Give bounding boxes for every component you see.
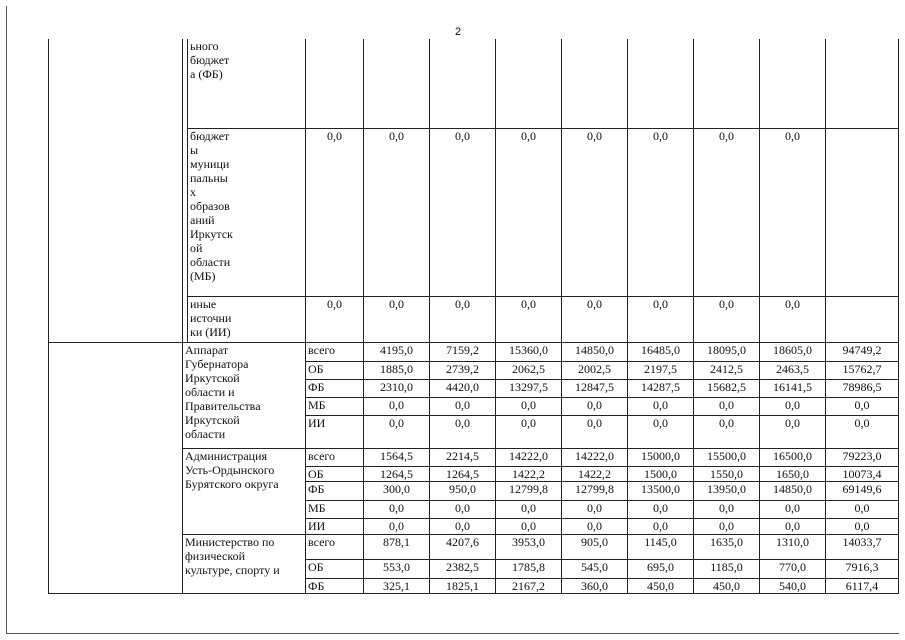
page-number: 2 (454, 26, 462, 38)
value-cell: 1264,5 (430, 466, 496, 481)
budget-table (48, 39, 899, 594)
value-cell: 2167,2 (496, 578, 562, 593)
funding-source-cell: МБ (306, 500, 364, 518)
value-cell: 0,0 (364, 415, 430, 448)
funding-source-cell: иные источни ки (ИИ) (188, 296, 306, 342)
value-cell: 69149,6 (826, 481, 899, 500)
value-cell: 0,0 (694, 397, 760, 415)
value-cell: 1145,0 (628, 534, 694, 559)
value-cell: 2002,5 (562, 361, 628, 379)
value-cell: 0,0 (760, 128, 826, 296)
value-cell: 0,0 (562, 296, 628, 342)
value-cell: 0,0 (364, 397, 430, 415)
value-cell: 14222,0 (562, 448, 628, 466)
value-cell: 13500,0 (628, 481, 694, 500)
value-cell: 0,0 (562, 397, 628, 415)
funding-source-cell: ИИ (306, 518, 364, 534)
value-cell: 2310,0 (364, 379, 430, 397)
value-cell: 2463,5 (760, 361, 826, 379)
value-cell: 6117,4 (826, 578, 899, 593)
funding-source-cell: ФБ (306, 578, 364, 593)
value-cell: 7159,2 (430, 342, 496, 361)
value-cell: 905,0 (562, 534, 628, 559)
value-cell: 15682,5 (694, 379, 760, 397)
value-cell: 0,0 (562, 415, 628, 448)
value-cell: 1310,0 (760, 534, 826, 559)
value-cell: 0,0 (562, 128, 628, 296)
value-cell: 14222,0 (496, 448, 562, 466)
value-cell: 0,0 (364, 518, 430, 534)
value-cell: 545,0 (562, 559, 628, 578)
value-cell: 0,0 (364, 500, 430, 518)
value-cell: 0,0 (628, 397, 694, 415)
value-cell: 1564,5 (364, 448, 430, 466)
value-cell: 0,0 (430, 500, 496, 518)
value-cell: 7916,3 (826, 559, 899, 578)
value-cell (430, 39, 496, 128)
org-cell-empty (49, 39, 183, 342)
value-cell: 0,0 (628, 500, 694, 518)
value-cell: 0,0 (628, 415, 694, 448)
value-cell: 94749,2 (826, 342, 899, 361)
value-cell: 695,0 (628, 559, 694, 578)
value-cell: 14850,0 (562, 342, 628, 361)
value-cell: 0,0 (306, 128, 364, 296)
funding-source-cell: МБ (306, 397, 364, 415)
value-cell: 0,0 (694, 500, 760, 518)
value-cell: 360,0 (562, 578, 628, 593)
value-cell: 0,0 (760, 518, 826, 534)
value-cell (496, 39, 562, 128)
funding-source-cell: ФБ (306, 481, 364, 500)
value-cell: 4207,6 (430, 534, 496, 559)
table-row (49, 342, 899, 361)
value-cell: 15360,0 (496, 342, 562, 361)
value-cell: 0,0 (628, 128, 694, 296)
funding-source-cell: ОБ (306, 559, 364, 578)
value-cell: 78986,5 (826, 379, 899, 397)
table-row (49, 39, 899, 128)
value-cell: 14033,7 (826, 534, 899, 559)
value-cell: 325,1 (364, 578, 430, 593)
value-cell: 16485,0 (628, 342, 694, 361)
value-cell: 553,0 (364, 559, 430, 578)
value-cell: 2382,5 (430, 559, 496, 578)
funding-source-cell: бюджет ы муници пальны х образов аний Иркутск ой области (МБ) (188, 128, 306, 296)
value-cell: 0,0 (562, 500, 628, 518)
value-cell: 4195,0 (364, 342, 430, 361)
value-cell: 0,0 (430, 128, 496, 296)
value-cell: 15762,7 (826, 361, 899, 379)
value-cell (364, 39, 430, 128)
value-cell: 18095,0 (694, 342, 760, 361)
value-cell: 3953,0 (496, 534, 562, 559)
value-cell: 15500,0 (694, 448, 760, 466)
value-cell: 2197,5 (628, 361, 694, 379)
value-cell: 0,0 (496, 518, 562, 534)
value-cell: 0,0 (694, 296, 760, 342)
value-cell: 14850,0 (760, 481, 826, 500)
value-cell: 300,0 (364, 481, 430, 500)
value-cell: 1185,0 (694, 559, 760, 578)
funding-source-cell: ИИ (306, 415, 364, 448)
funding-source-cell: всего (306, 448, 364, 466)
value-cell: 0,0 (496, 500, 562, 518)
value-cell: 878,1 (364, 534, 430, 559)
value-cell: 0,0 (496, 296, 562, 342)
value-cell: 12847,5 (562, 379, 628, 397)
value-cell: 450,0 (694, 578, 760, 593)
value-cell: 0,0 (628, 518, 694, 534)
value-cell: 0,0 (430, 397, 496, 415)
value-cell: 0,0 (430, 296, 496, 342)
org-cell-empty (49, 342, 183, 593)
value-cell: 0,0 (826, 500, 899, 518)
value-cell (826, 39, 899, 128)
value-cell: 0,0 (430, 518, 496, 534)
value-cell: 450,0 (628, 578, 694, 593)
value-cell: 18605,0 (760, 342, 826, 361)
value-cell: 12799,8 (562, 481, 628, 500)
value-cell: 0,0 (826, 415, 899, 448)
funding-source-cell: ОБ (306, 466, 364, 481)
value-cell (760, 39, 826, 128)
organization-name: Министерство по физической культуре, спорту и (183, 534, 306, 593)
value-cell (628, 39, 694, 128)
value-cell (306, 39, 364, 128)
value-cell (826, 128, 899, 296)
organization-name: Администрация Усть-Ордынского Бурятского округа (183, 448, 306, 534)
value-cell: 0,0 (364, 128, 430, 296)
value-cell: 0,0 (826, 397, 899, 415)
value-cell: 2739,2 (430, 361, 496, 379)
value-cell: 2412,5 (694, 361, 760, 379)
funding-source-cell: всего (306, 534, 364, 559)
value-cell: 1550,0 (694, 466, 760, 481)
value-cell: 0,0 (364, 296, 430, 342)
value-cell: 770,0 (760, 559, 826, 578)
value-cell: 2214,5 (430, 448, 496, 466)
value-cell: 950,0 (430, 481, 496, 500)
value-cell: 0,0 (496, 397, 562, 415)
value-cell: 0,0 (760, 500, 826, 518)
value-cell: 4420,0 (430, 379, 496, 397)
value-cell: 0,0 (496, 415, 562, 448)
value-cell: 79223,0 (826, 448, 899, 466)
value-cell: 0,0 (826, 518, 899, 534)
value-cell: 0,0 (496, 128, 562, 296)
value-cell: 1825,1 (430, 578, 496, 593)
value-cell: 0,0 (694, 518, 760, 534)
value-cell: 12799,8 (496, 481, 562, 500)
value-cell: 1264,5 (364, 466, 430, 481)
value-cell: 0,0 (306, 296, 364, 342)
value-cell: 2062,5 (496, 361, 562, 379)
value-cell: 16500,0 (760, 448, 826, 466)
value-cell (826, 296, 899, 342)
value-cell: 13950,0 (694, 481, 760, 500)
organization-name: Аппарат Губернатора Иркутской области и Правительства Иркутской области (183, 342, 306, 448)
value-cell: 14287,5 (628, 379, 694, 397)
value-cell: 1785,8 (496, 559, 562, 578)
value-cell: 0,0 (628, 296, 694, 342)
value-cell: 0,0 (694, 128, 760, 296)
value-cell: 1422,2 (562, 466, 628, 481)
funding-source-cell: всего (306, 342, 364, 361)
value-cell: 13297,5 (496, 379, 562, 397)
funding-source-cell: ьного бюджет а (ФБ) (188, 39, 306, 128)
value-cell (562, 39, 628, 128)
funding-source-cell: ФБ (306, 379, 364, 397)
value-cell: 0,0 (760, 415, 826, 448)
value-cell: 1635,0 (694, 534, 760, 559)
funding-source-cell: ОБ (306, 361, 364, 379)
value-cell (694, 39, 760, 128)
value-cell: 0,0 (562, 518, 628, 534)
value-cell: 1500,0 (628, 466, 694, 481)
value-cell: 15000,0 (628, 448, 694, 466)
value-cell: 1422,2 (496, 466, 562, 481)
value-cell: 0,0 (760, 296, 826, 342)
value-cell: 0,0 (430, 415, 496, 448)
value-cell: 0,0 (760, 397, 826, 415)
value-cell: 0,0 (694, 415, 760, 448)
value-cell: 540,0 (760, 578, 826, 593)
value-cell: 1650,0 (760, 466, 826, 481)
value-cell: 10073,4 (826, 466, 899, 481)
value-cell: 1885,0 (364, 361, 430, 379)
value-cell: 16141,5 (760, 379, 826, 397)
